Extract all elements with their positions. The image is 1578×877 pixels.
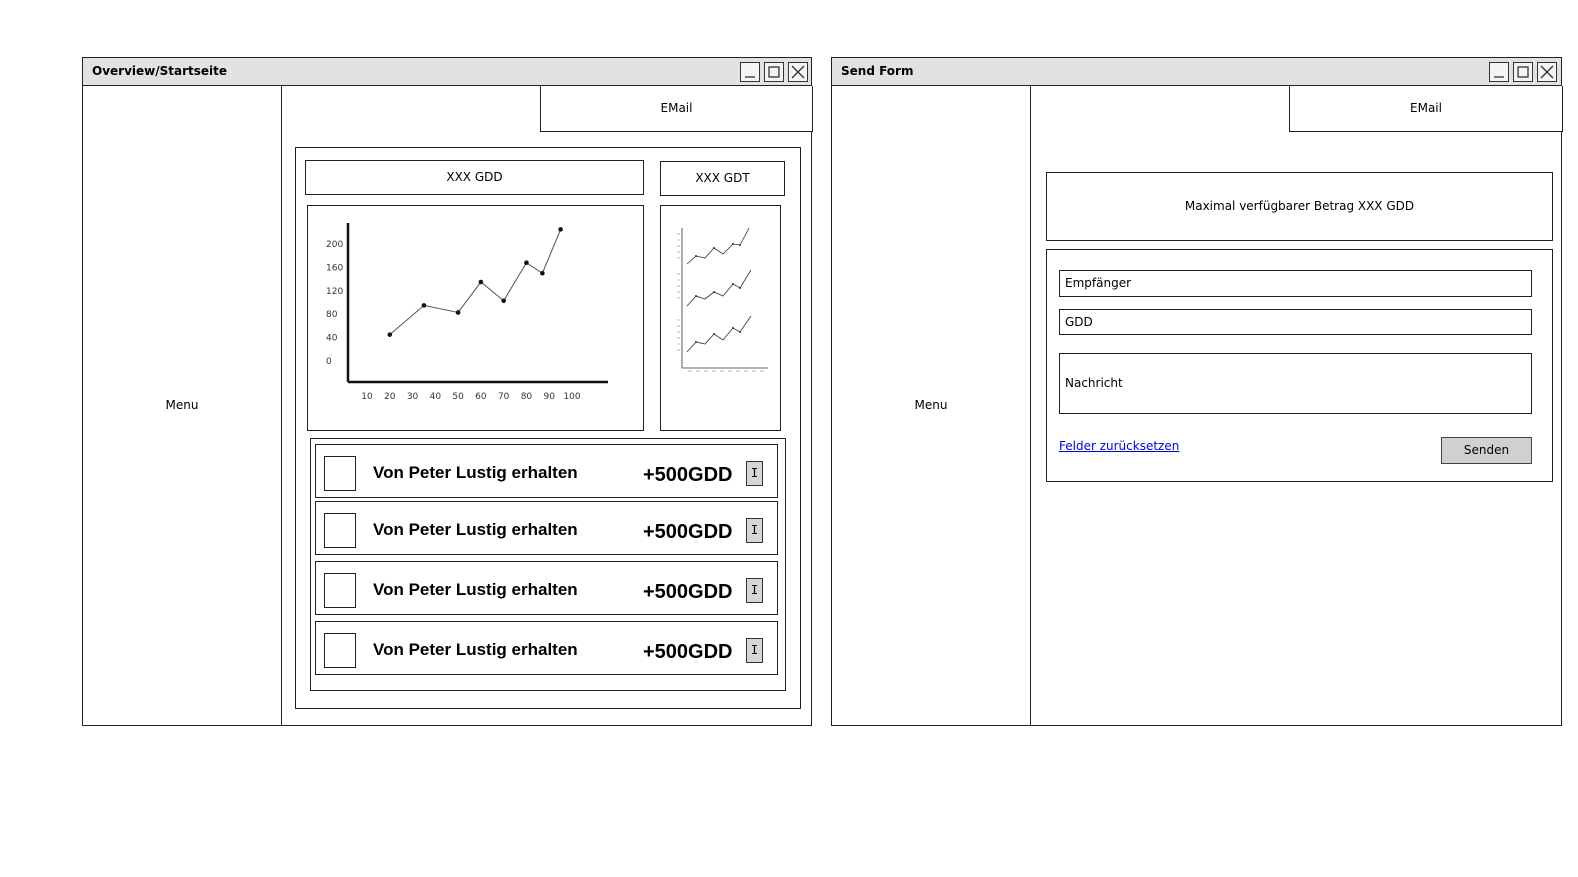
transaction-text: Von Peter Lustig erhalten bbox=[373, 640, 578, 659]
gdt-balance-label: XXX GDT bbox=[695, 171, 750, 185]
y-tick-label: 160 bbox=[326, 263, 344, 274]
send-form bbox=[1046, 249, 1553, 482]
data-point bbox=[558, 227, 563, 232]
email-box[interactable]: EMail bbox=[1289, 86, 1563, 132]
recipient-field[interactable] bbox=[1059, 270, 1532, 297]
reset-fields-link[interactable]: Felder zurücksetzen bbox=[1059, 439, 1180, 453]
transaction-amount: +500GDD bbox=[643, 641, 733, 663]
minimize-button[interactable] bbox=[1489, 62, 1509, 82]
minimize-icon bbox=[741, 63, 759, 81]
transaction-text: Von Peter Lustig erhalten bbox=[373, 463, 578, 482]
data-point bbox=[387, 332, 392, 337]
gdt-mini-charts bbox=[661, 206, 780, 430]
close-button[interactable] bbox=[788, 62, 808, 82]
amount-field[interactable] bbox=[1059, 309, 1532, 335]
x-tick-label: 10 bbox=[361, 392, 373, 402]
y-tick-label: 200 bbox=[326, 240, 344, 250]
y-tick-label: 80 bbox=[326, 310, 338, 321]
data-point bbox=[479, 280, 484, 285]
window-title: Overview/Startseite bbox=[92, 64, 228, 78]
y-tick-label: 120 bbox=[326, 286, 344, 297]
x-tick-label: 60 bbox=[475, 392, 487, 402]
transaction-row[interactable] bbox=[315, 501, 778, 555]
transaction-amount: +500GDD bbox=[643, 464, 733, 486]
transaction-row[interactable] bbox=[315, 621, 778, 675]
avatar bbox=[324, 513, 356, 548]
series-line bbox=[390, 229, 561, 334]
x-tick-label: 50 bbox=[452, 392, 464, 402]
menu-label: Menu bbox=[914, 398, 948, 412]
menu-label: Menu bbox=[165, 398, 199, 412]
avatar bbox=[324, 573, 356, 608]
title-bar bbox=[83, 58, 811, 86]
message-field[interactable] bbox=[1059, 353, 1532, 414]
recipient-placeholder: Empfänger bbox=[1065, 276, 1132, 290]
data-point bbox=[524, 260, 529, 265]
avatar bbox=[324, 633, 356, 668]
info-button[interactable]: I bbox=[746, 638, 763, 663]
transaction-amount: +500GDD bbox=[643, 581, 733, 603]
transaction-row[interactable] bbox=[315, 444, 778, 498]
side-menu[interactable] bbox=[83, 86, 282, 725]
x-tick-label: 40 bbox=[429, 392, 442, 402]
info-button[interactable]: I bbox=[746, 461, 763, 486]
y-tick-label: 0 bbox=[326, 357, 332, 367]
send-form-window bbox=[831, 57, 1562, 726]
data-point bbox=[540, 271, 545, 276]
gdd-chart-panel bbox=[307, 205, 644, 431]
x-tick-label: 20 bbox=[384, 392, 396, 402]
content-panel bbox=[295, 147, 801, 709]
side-menu[interactable] bbox=[832, 86, 1031, 725]
transaction-list bbox=[310, 438, 786, 691]
transaction-text: Von Peter Lustig erhalten bbox=[373, 520, 578, 539]
window-title: Send Form bbox=[841, 64, 914, 78]
info-button[interactable]: I bbox=[746, 578, 763, 603]
maximize-button[interactable] bbox=[764, 62, 784, 82]
send-button[interactable]: Senden bbox=[1441, 437, 1532, 464]
overview-window bbox=[82, 57, 812, 726]
available-amount-text: Maximal verfügbarer Betrag XXX GDD bbox=[1184, 199, 1415, 213]
data-point bbox=[501, 298, 506, 303]
data-point bbox=[422, 303, 427, 308]
close-icon bbox=[789, 63, 807, 81]
transaction-amount: +500GDD bbox=[643, 521, 733, 543]
gdd-balance-label: XXX GDD bbox=[446, 170, 503, 184]
maximize-icon bbox=[1514, 63, 1532, 81]
title-bar bbox=[832, 58, 1561, 86]
y-tick-label: 40 bbox=[326, 333, 338, 344]
x-tick-label: 80 bbox=[520, 392, 533, 402]
available-amount-box bbox=[1046, 172, 1553, 241]
minimize-icon bbox=[1490, 63, 1508, 81]
avatar bbox=[324, 456, 356, 491]
x-tick-label: 30 bbox=[406, 392, 419, 402]
gdt-balance-box bbox=[660, 161, 785, 196]
transaction-text: Von Peter Lustig erhalten bbox=[373, 580, 578, 599]
maximize-icon bbox=[765, 63, 783, 81]
email-box[interactable]: EMail bbox=[540, 86, 813, 132]
close-button[interactable] bbox=[1537, 62, 1557, 82]
x-tick-label: 100 bbox=[563, 392, 581, 402]
x-tick-label: 70 bbox=[497, 392, 510, 402]
message-placeholder: Nachricht bbox=[1065, 376, 1123, 390]
close-icon bbox=[1538, 63, 1556, 81]
x-tick-label: 90 bbox=[543, 392, 555, 402]
maximize-button[interactable] bbox=[1513, 62, 1533, 82]
minimize-button[interactable] bbox=[740, 62, 760, 82]
info-button[interactable]: I bbox=[746, 518, 763, 543]
amount-placeholder: GDD bbox=[1065, 315, 1093, 329]
gdd-line-chart bbox=[308, 206, 643, 430]
gdd-balance-box bbox=[305, 160, 644, 195]
data-point bbox=[456, 310, 461, 315]
gdt-chart-panel bbox=[660, 205, 781, 431]
transaction-row[interactable] bbox=[315, 561, 778, 615]
